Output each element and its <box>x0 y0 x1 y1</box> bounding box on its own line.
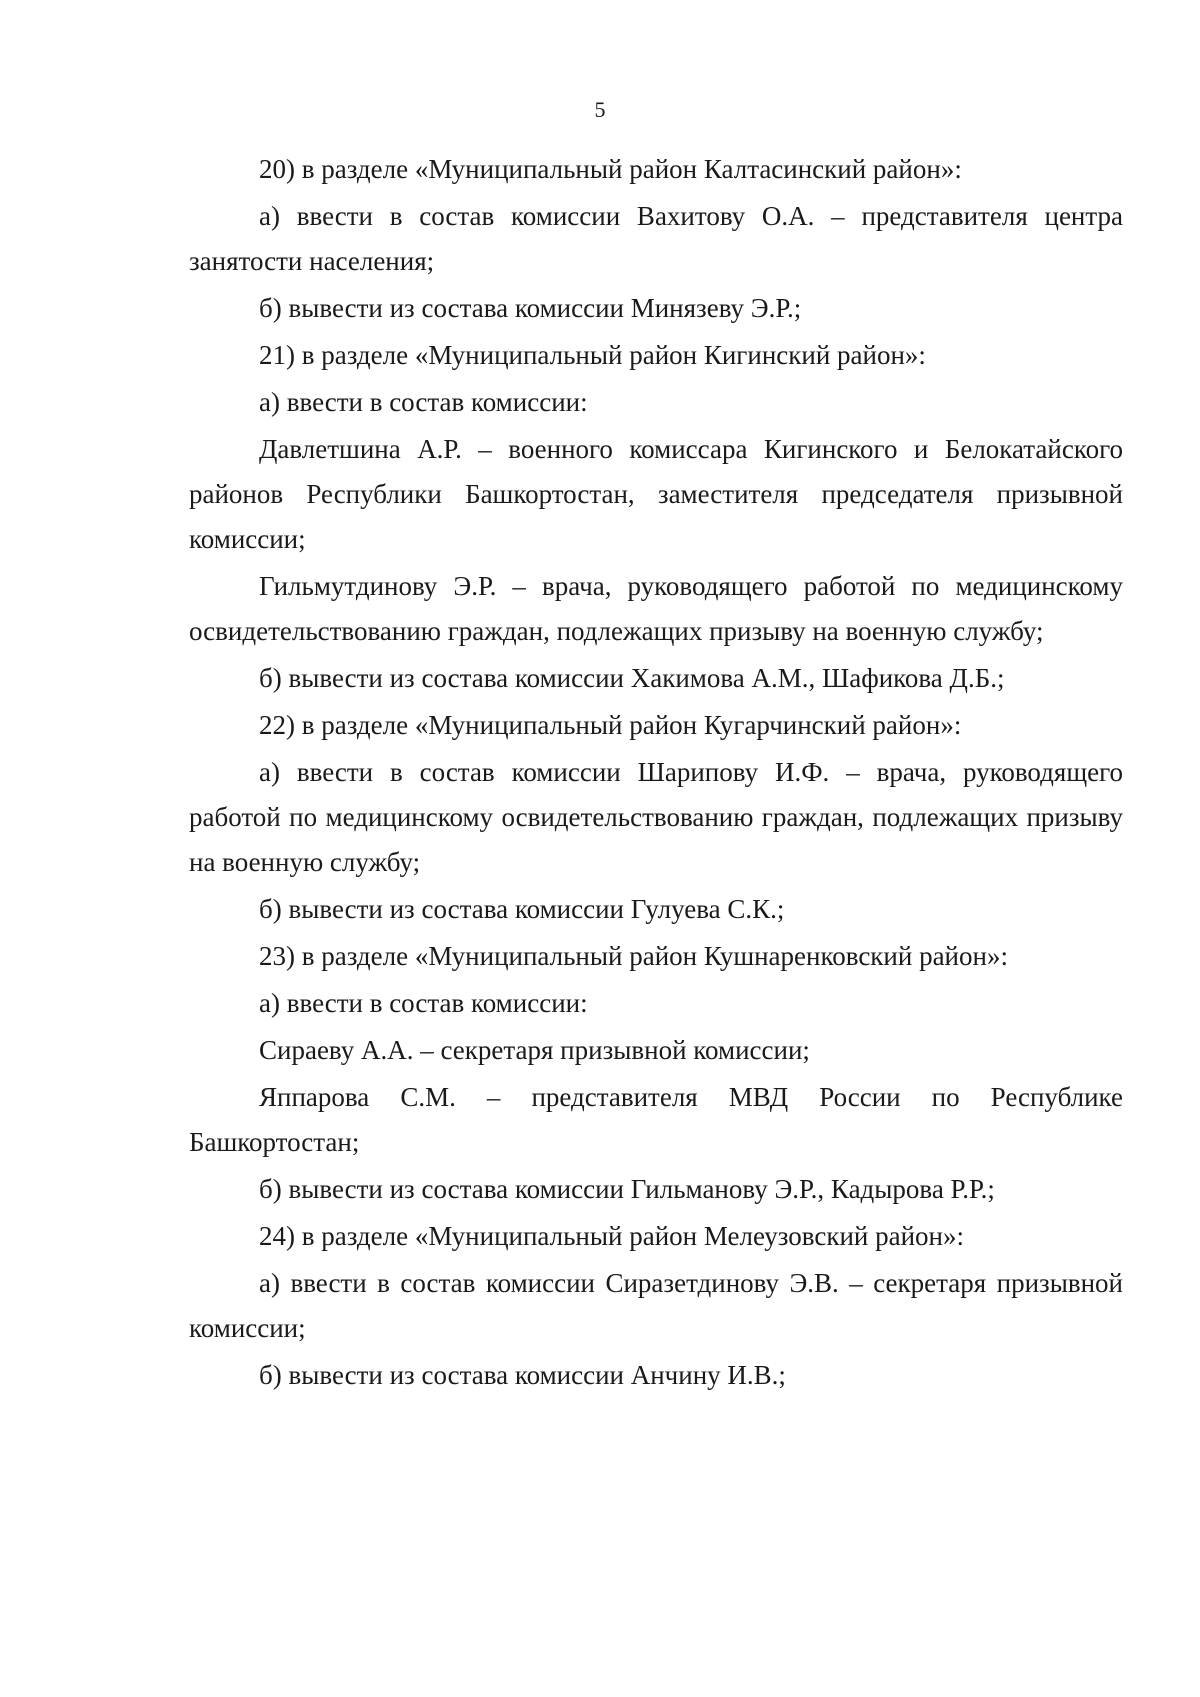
paragraph-21b: б) вывести из состава комиссии Хакимова А.М., Шафикова Д.Б.; <box>259 663 1005 693</box>
paragraph-23a-item-2: Яппарова С.М. – представителя МВД России по Республике Башкортостан; <box>189 1082 1123 1157</box>
paragraph-24a: а) ввести в состав комиссии Сиразетдинову Э.В. – секретаря призывной комиссии; <box>189 1268 1123 1343</box>
paragraph-23-heading: 23) в разделе «Муниципальный район Кушнаренковский район»: <box>259 941 1008 971</box>
paragraph-22-heading: 22) в разделе «Муниципальный район Кугарчинский район»: <box>259 710 962 740</box>
page-number: 5 <box>594 97 606 122</box>
paragraph-23a-item-1: Сираеву А.А. – секретаря призывной комиссии; <box>259 1035 810 1065</box>
paragraph-20a: а) ввести в состав комиссии Вахитову О.А. – представителя центра занятости населения; <box>189 201 1123 276</box>
paragraph-20-heading: 20) в разделе «Муниципальный район Калтасинский район»: <box>259 154 962 184</box>
paragraph-21a-item-2: Гильмутдинову Э.Р. – врача, руководящего работой по медицинскому освидетельствованию граждан, подлежащих призыву на военную службу; <box>189 571 1123 646</box>
paragraph-20b: б) вывести из состава комиссии Минязеву Э.Р.; <box>259 293 802 323</box>
document-body <box>189 147 1123 1400</box>
paragraph-21-heading: 21) в разделе «Муниципальный район Кигинский район»: <box>259 340 926 370</box>
paragraph-24b: б) вывести из состава комиссии Анчину И.В.; <box>259 1360 786 1390</box>
paragraph-22b: б) вывести из состава комиссии Гулуева С.К.; <box>259 894 785 924</box>
paragraph-24-heading: 24) в разделе «Муниципальный район Мелеузовский район»: <box>259 1221 964 1251</box>
paragraph-21a: а) ввести в состав комиссии: <box>259 387 588 417</box>
paragraph-23a: а) ввести в состав комиссии: <box>259 988 588 1018</box>
paragraph-22a: а) ввести в состав комиссии Шарипову И.Ф. – врача, руководящего работой по медицинскому освидетельствованию граждан, подлежащих призыву на военную службу; <box>189 757 1123 877</box>
paragraph-21a-item-1: Давлетшина А.Р. – военного комиссара Кигинского и Белокатайского районов Республики Башкортостан, заместителя председателя призывной комиссии; <box>189 434 1123 554</box>
paragraph-23b: б) вывести из состава комиссии Гильманову Э.Р., Кадырова Р.Р.; <box>259 1174 995 1204</box>
